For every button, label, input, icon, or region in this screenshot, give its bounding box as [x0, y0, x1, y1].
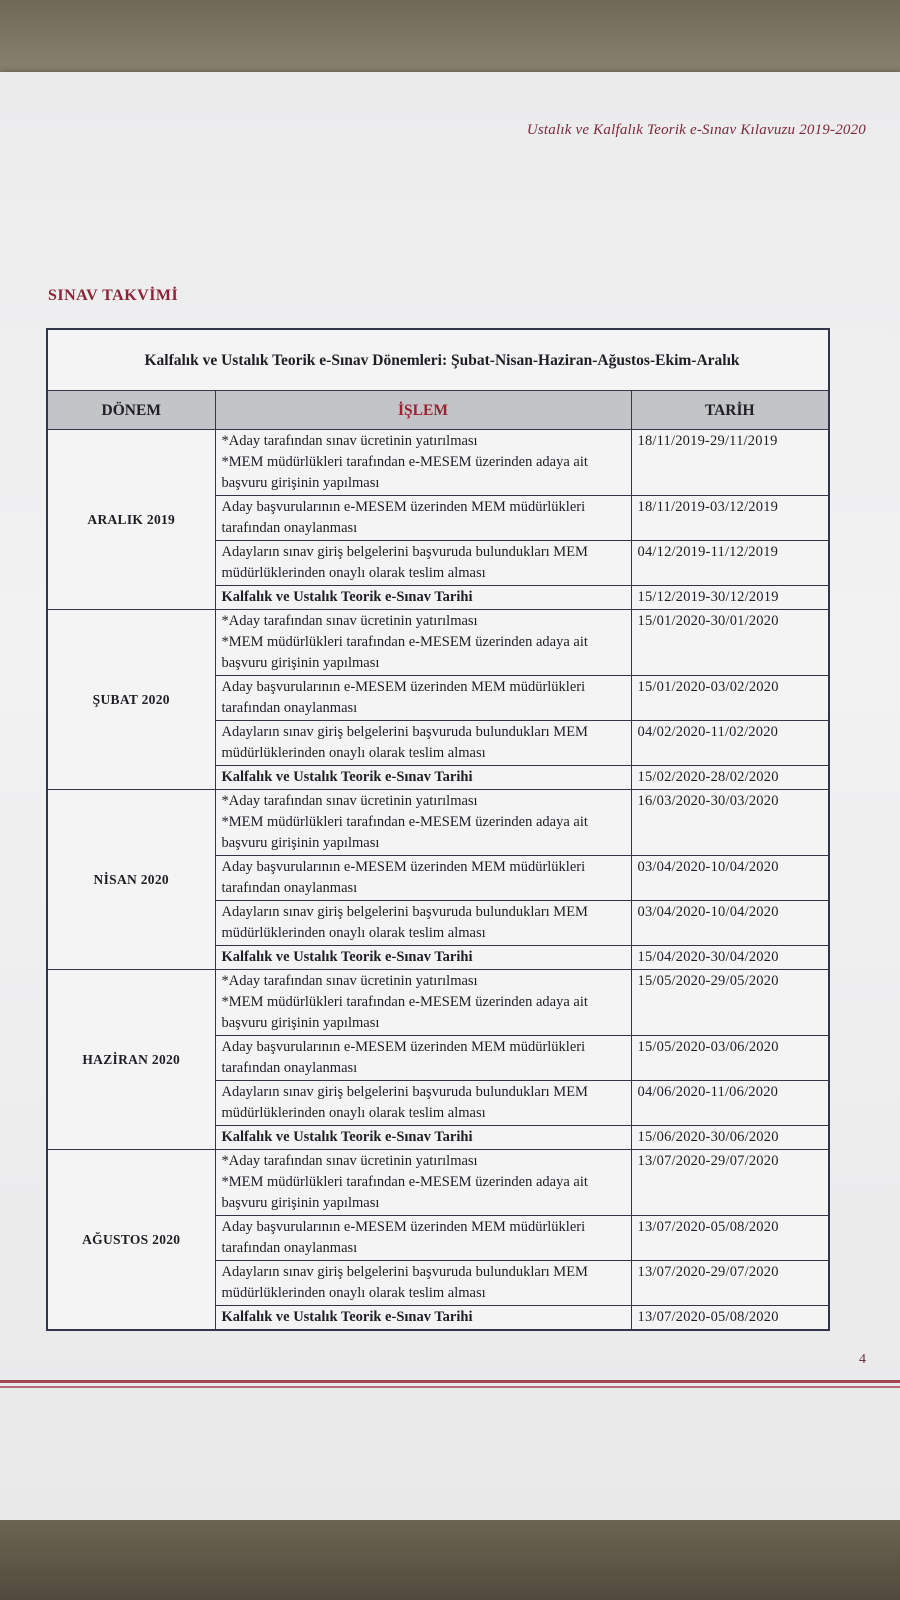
column-header-tarih: TARİH [631, 391, 829, 430]
islem-cell [215, 1036, 631, 1081]
islem-text: Aday başvurularının e-MESEM üzerinden MEM müdürlükleri tarafından onaylanması [221, 1039, 586, 1076]
page-number: 4 [859, 1352, 866, 1367]
tarih-cell: 15/02/2020-28/02/2020 [631, 766, 829, 790]
donem-cell: HAZİRAN 2020 [47, 970, 215, 1150]
table-row [47, 1150, 829, 1216]
table-row [47, 970, 829, 1036]
islem-cell [215, 1216, 631, 1261]
donem-cell: ARALIK 2019 [47, 430, 215, 610]
islem-cell [215, 610, 631, 676]
tarih-cell: 15/12/2019-30/12/2019 [631, 586, 829, 610]
exam-schedule-table [46, 328, 830, 1331]
islem-cell [215, 721, 631, 766]
tarih-cell: 16/03/2020-30/03/2020 [631, 790, 829, 856]
islem-cell [215, 541, 631, 586]
islem-cell [215, 1261, 631, 1306]
islem-text: *MEM müdürlükleri tarafından e-MESEM üzerinden adaya ait başvuru girişinin yapılması [221, 634, 588, 671]
islem-text: *MEM müdürlükleri tarafından e-MESEM üzerinden adaya ait başvuru girişinin yapılması [221, 994, 588, 1031]
exam-date-label-cell [215, 766, 631, 790]
islem-text: *MEM müdürlükleri tarafından e-MESEM üzerinden adaya ait başvuru girişinin yapılması [221, 814, 588, 851]
islem-text: Aday başvurularının e-MESEM üzerinden MEM müdürlükleri tarafından onaylanması [221, 499, 586, 536]
islem-cell [215, 676, 631, 721]
islem-text: *Aday tarafından sınav ücretinin yatırılması [221, 433, 478, 449]
islem-text: *Aday tarafından sınav ücretinin yatırılması [221, 793, 478, 809]
donem-cell: NİSAN 2020 [47, 790, 215, 970]
donem-cell: AĞUSTOS 2020 [47, 1150, 215, 1331]
exam-date-label-cell [215, 946, 631, 970]
section-title: SINAV TAKVİMİ [48, 287, 179, 304]
islem-text: Kalfalık ve Ustalık Teorik e-Sınav Tarihi [221, 1309, 473, 1325]
tarih-cell: 03/04/2020-10/04/2020 [631, 856, 829, 901]
background-top [0, 0, 900, 80]
footer-rule [0, 1380, 900, 1390]
tarih-cell: 18/11/2019-29/11/2019 [631, 430, 829, 496]
tarih-cell: 15/05/2020-29/05/2020 [631, 970, 829, 1036]
islem-text: Adayların sınav giriş belgelerini başvuruda bulundukları MEM müdürlüklerinden onaylı olarak teslim alması [221, 1084, 588, 1121]
tarih-cell: 13/07/2020-05/08/2020 [631, 1306, 829, 1331]
islem-cell [215, 790, 631, 856]
islem-cell [215, 970, 631, 1036]
running-header: Ustalık ve Kalfalık Teorik e-Sınav Kılavuzu 2019-2020 [526, 122, 866, 138]
tarih-cell: 03/04/2020-10/04/2020 [631, 901, 829, 946]
islem-text: Aday başvurularının e-MESEM üzerinden MEM müdürlükleri tarafından onaylanması [221, 679, 586, 716]
islem-text: Adayların sınav giriş belgelerini başvuruda bulundukları MEM müdürlüklerinden onaylı olarak teslim alması [221, 724, 588, 761]
exam-date-label-cell [215, 1126, 631, 1150]
islem-text: Kalfalık ve Ustalık Teorik e-Sınav Tarihi [221, 1129, 473, 1145]
table-row [47, 790, 829, 856]
islem-text: *MEM müdürlükleri tarafından e-MESEM üzerinden adaya ait başvuru girişinin yapılması [221, 1174, 588, 1211]
islem-cell [215, 1150, 631, 1216]
islem-text: *Aday tarafından sınav ücretinin yatırılması [221, 1153, 478, 1169]
tarih-cell: 15/06/2020-30/06/2020 [631, 1126, 829, 1150]
islem-text: Adayların sınav giriş belgelerini başvuruda bulundukları MEM müdürlüklerinden onaylı olarak teslim alması [221, 1264, 588, 1301]
tarih-cell: 15/05/2020-03/06/2020 [631, 1036, 829, 1081]
islem-text: Kalfalık ve Ustalık Teorik e-Sınav Tarihi [221, 949, 473, 965]
table-caption: Kalfalık ve Ustalık Teorik e-Sınav Dönemleri: Şubat-Nisan-Haziran-Ağustos-Ekim-Aralık [47, 329, 829, 391]
islem-cell [215, 901, 631, 946]
islem-text: *MEM müdürlükleri tarafından e-MESEM üzerinden adaya ait başvuru girişinin yapılması [221, 454, 588, 491]
exam-date-label-cell [215, 586, 631, 610]
table-row [47, 430, 829, 496]
tarih-cell: 15/01/2020-30/01/2020 [631, 610, 829, 676]
tarih-cell: 04/06/2020-11/06/2020 [631, 1081, 829, 1126]
column-header-islem: İŞLEM [215, 391, 631, 430]
tarih-cell: 13/07/2020-29/07/2020 [631, 1150, 829, 1216]
tarih-cell: 04/02/2020-11/02/2020 [631, 721, 829, 766]
tarih-cell: 15/04/2020-30/04/2020 [631, 946, 829, 970]
islem-text: Kalfalık ve Ustalık Teorik e-Sınav Tarihi [221, 769, 473, 785]
tarih-cell: 13/07/2020-05/08/2020 [631, 1216, 829, 1261]
tarih-cell: 04/12/2019-11/12/2019 [631, 541, 829, 586]
donem-cell: ŞUBAT 2020 [47, 610, 215, 790]
exam-date-label-cell [215, 1306, 631, 1331]
islem-cell [215, 496, 631, 541]
islem-cell [215, 430, 631, 496]
tarih-cell: 18/11/2019-03/12/2019 [631, 496, 829, 541]
tarih-cell: 13/07/2020-29/07/2020 [631, 1261, 829, 1306]
islem-cell [215, 856, 631, 901]
background-bottom [0, 1520, 900, 1600]
table-row [47, 610, 829, 676]
table-body [47, 430, 829, 1331]
islem-text: Adayların sınav giriş belgelerini başvuruda bulundukları MEM müdürlüklerinden onaylı olarak teslim alması [221, 904, 588, 941]
islem-text: *Aday tarafından sınav ücretinin yatırılması [221, 973, 478, 989]
islem-text: Aday başvurularının e-MESEM üzerinden MEM müdürlükleri tarafından onaylanması [221, 1219, 586, 1256]
islem-text: Kalfalık ve Ustalık Teorik e-Sınav Tarihi [221, 589, 473, 605]
column-header-donem: DÖNEM [47, 391, 215, 430]
islem-text: *Aday tarafından sınav ücretinin yatırılması [221, 613, 478, 629]
islem-cell [215, 1081, 631, 1126]
islem-text: Adayların sınav giriş belgelerini başvuruda bulundukları MEM müdürlüklerinden onaylı olarak teslim alması [221, 544, 588, 581]
tarih-cell: 15/01/2020-03/02/2020 [631, 676, 829, 721]
islem-text: Aday başvurularının e-MESEM üzerinden MEM müdürlükleri tarafından onaylanması [221, 859, 586, 896]
